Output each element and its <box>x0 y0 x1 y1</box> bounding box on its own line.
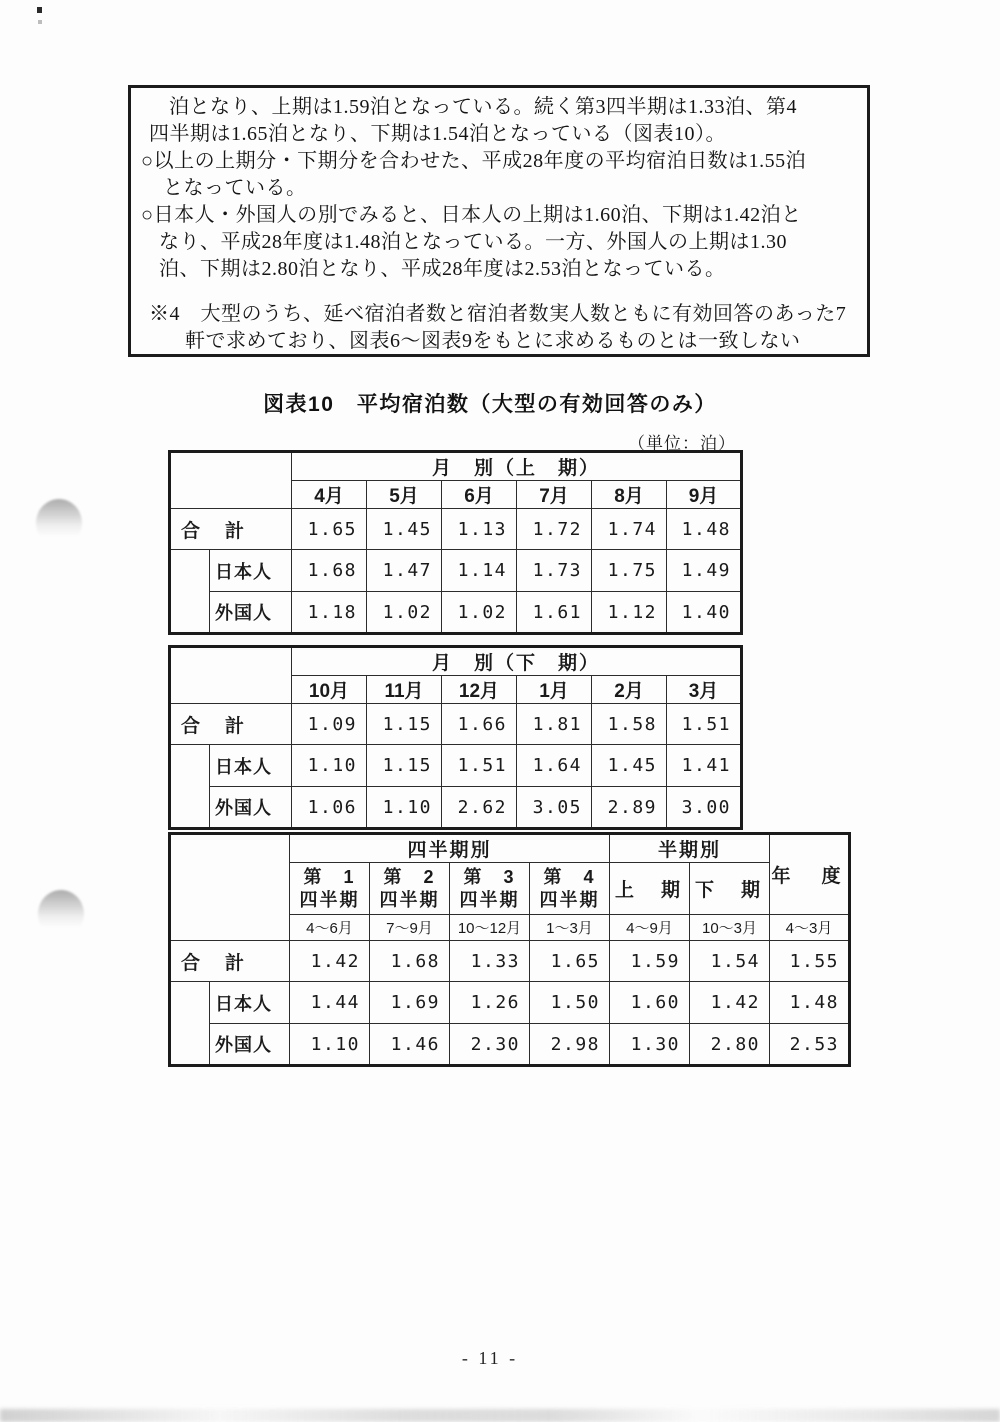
page-number: - 11 - <box>461 1348 519 1368</box>
group-header-cell: 月 別（下 期） <box>292 647 742 676</box>
value-cell: 2.62 <box>442 787 517 829</box>
value-cell: 1.54 <box>690 941 770 982</box>
month-range-cell: 4～9月 <box>610 915 690 941</box>
summary-text-box <box>128 85 870 357</box>
row-label-cell: 合 計 <box>170 704 292 745</box>
column-header-cell: 1月 <box>517 676 592 704</box>
value-cell: 1.58 <box>592 704 667 745</box>
value-cell: 1.47 <box>367 550 442 592</box>
row-label-cell: 外国人 <box>210 787 292 829</box>
figure-title: 図表10 平均宿泊数（大型の有効回答のみ） <box>263 393 717 416</box>
value-cell: 1.41 <box>667 745 742 787</box>
value-cell: 1.26 <box>450 982 530 1024</box>
value-cell: 1.68 <box>292 550 367 592</box>
month-range-cell: 1～3月 <box>530 915 610 941</box>
column-header-cell: 3月 <box>667 676 742 704</box>
paragraph-line: ○日本人・外国人の別でみると、日本人の上期は1.60泊、下期は1.42泊と <box>141 204 802 226</box>
quarter-header-line: 四半期 <box>299 889 360 910</box>
quarter-header-line: 第 2 <box>383 866 436 887</box>
value-cell: 1.65 <box>530 941 610 982</box>
column-header-cell: 12月 <box>442 676 517 704</box>
value-cell: 1.15 <box>367 704 442 745</box>
value-cell: 1.50 <box>530 982 610 1024</box>
value-cell: 1.48 <box>667 509 742 550</box>
column-header-cell: 8月 <box>592 481 667 509</box>
value-cell: 1.73 <box>517 550 592 592</box>
value-cell: 1.09 <box>292 704 367 745</box>
footnote-line: ※4 大型のうち、延べ宿泊者数と宿泊者数実人数ともに有効回答のあった7 <box>149 303 847 325</box>
table-row-total <box>170 704 742 745</box>
punch-hole <box>38 890 84 938</box>
scan-speck-artifact <box>38 20 42 24</box>
value-cell: 2.30 <box>450 1024 530 1066</box>
month-range-cell: 7～9月 <box>370 915 450 941</box>
table-summary <box>168 832 851 1067</box>
value-cell: 1.51 <box>667 704 742 745</box>
value-cell: 1.02 <box>367 592 442 634</box>
value-cell: 1.02 <box>442 592 517 634</box>
value-cell: 1.55 <box>770 941 850 982</box>
value-cell: 1.45 <box>367 509 442 550</box>
value-cell: 1.44 <box>290 982 370 1024</box>
value-cell: 1.13 <box>442 509 517 550</box>
value-cell: 3.05 <box>517 787 592 829</box>
paragraph-line: なり、平成28年度は1.48泊となっている。一方、外国人の上期は1.30 <box>159 231 787 253</box>
value-cell: 1.40 <box>667 592 742 634</box>
value-cell: 1.60 <box>610 982 690 1024</box>
table-row-total <box>170 509 742 550</box>
spacer-cell <box>170 982 210 1066</box>
group-header-cell: 半期別 <box>610 834 770 863</box>
value-cell: 1.61 <box>517 592 592 634</box>
punch-hole <box>36 499 82 547</box>
value-cell: 1.46 <box>370 1024 450 1066</box>
table-row-foreign <box>170 787 742 829</box>
table-monthly-first-half <box>168 450 743 635</box>
spacer-cell <box>170 550 210 634</box>
value-cell: 1.42 <box>290 941 370 982</box>
column-header-cell: 5月 <box>367 481 442 509</box>
quarter-header-line: 第 4 <box>543 866 596 887</box>
row-label-cell: 日本人 <box>210 745 292 787</box>
table-row-japanese <box>170 982 850 1024</box>
quarter-header-cell <box>530 863 610 915</box>
quarter-header-cell <box>370 863 450 915</box>
month-range-cell: 10～3月 <box>690 915 770 941</box>
month-range-cell: 4～6月 <box>290 915 370 941</box>
corner-cell <box>170 834 290 941</box>
half-header-cell: 上 期 <box>610 863 690 915</box>
quarter-header-cell <box>290 863 370 915</box>
value-cell: 1.48 <box>770 982 850 1024</box>
quarter-header-line: 第 3 <box>463 866 516 887</box>
month-range-cell: 10～12月 <box>450 915 530 941</box>
column-header-cell: 4月 <box>292 481 367 509</box>
column-header-cell: 9月 <box>667 481 742 509</box>
row-label-cell: 合 計 <box>170 941 290 982</box>
footnote-block <box>139 301 859 355</box>
value-cell: 1.66 <box>442 704 517 745</box>
value-cell: 1.30 <box>610 1024 690 1066</box>
value-cell: 1.59 <box>610 941 690 982</box>
value-cell: 1.64 <box>517 745 592 787</box>
table-row <box>170 834 850 863</box>
value-cell: 1.12 <box>592 592 667 634</box>
value-cell: 1.65 <box>292 509 367 550</box>
value-cell: 1.74 <box>592 509 667 550</box>
value-cell: 1.69 <box>370 982 450 1024</box>
scan-speck-artifact <box>37 7 42 13</box>
column-header-cell: 10月 <box>292 676 367 704</box>
month-range-cell: 4～3月 <box>770 915 850 941</box>
paragraph-line: 泊となり、上期は1.59泊となっている。続く第3四半期は1.33泊、第4 <box>169 96 797 118</box>
group-header-cell: 月 別（上 期） <box>292 452 742 481</box>
value-cell: 1.10 <box>292 745 367 787</box>
value-cell: 2.80 <box>690 1024 770 1066</box>
corner-cell <box>170 647 292 704</box>
table-monthly-second-half <box>168 645 743 830</box>
year-header-cell: 年 度 <box>770 834 850 915</box>
value-cell: 1.10 <box>290 1024 370 1066</box>
value-cell: 2.98 <box>530 1024 610 1066</box>
value-cell: 1.68 <box>370 941 450 982</box>
unit-label: （単位：泊） <box>628 434 736 453</box>
footnote-line: 軒で求めており、図表6～図表9をもとに求めるものとは一致しない <box>185 330 801 352</box>
value-cell: 3.00 <box>667 787 742 829</box>
value-cell: 1.72 <box>517 509 592 550</box>
group-header-cell: 四半期別 <box>290 834 610 863</box>
quarter-header-line: 第 1 <box>303 866 356 887</box>
table-row-foreign <box>170 1024 850 1066</box>
value-cell: 1.33 <box>450 941 530 982</box>
value-cell: 1.49 <box>667 550 742 592</box>
table-row-japanese <box>170 745 742 787</box>
scan-edge-smudge <box>0 1409 1000 1422</box>
paragraph-line: 四半期は1.65泊となり、下期は1.54泊となっている（図表10）。 <box>149 123 726 145</box>
value-cell: 1.14 <box>442 550 517 592</box>
value-cell: 1.15 <box>367 745 442 787</box>
row-label-cell: 外国人 <box>210 592 292 634</box>
half-header-cell: 下 期 <box>690 863 770 915</box>
table-row <box>170 647 742 676</box>
table-row-japanese <box>170 550 742 592</box>
value-cell: 1.06 <box>292 787 367 829</box>
row-label-cell: 日本人 <box>210 550 292 592</box>
spacer-cell <box>170 745 210 829</box>
table-row <box>170 452 742 481</box>
table-row-foreign <box>170 592 742 634</box>
value-cell: 1.42 <box>690 982 770 1024</box>
paragraph-line: となっている。 <box>163 177 307 199</box>
value-cell: 1.18 <box>292 592 367 634</box>
quarter-header-line: 四半期 <box>379 889 440 910</box>
column-header-cell: 2月 <box>592 676 667 704</box>
quarter-header-cell <box>450 863 530 915</box>
value-cell: 1.75 <box>592 550 667 592</box>
column-header-cell: 7月 <box>517 481 592 509</box>
value-cell: 1.10 <box>367 787 442 829</box>
quarter-header-line: 四半期 <box>539 889 600 910</box>
paragraph-line: 泊、下期は2.80泊となり、平成28年度は2.53泊となっている。 <box>159 258 726 280</box>
row-label-cell: 外国人 <box>210 1024 290 1066</box>
paragraph-line: ○以上の上期分・下期分を合わせた、平成28年度の平均宿泊日数は1.55泊 <box>141 150 807 172</box>
row-label-cell: 合 計 <box>170 509 292 550</box>
corner-cell <box>170 452 292 509</box>
quarter-header-line: 四半期 <box>459 889 520 910</box>
value-cell: 1.81 <box>517 704 592 745</box>
row-label-cell: 日本人 <box>210 982 290 1024</box>
value-cell: 2.53 <box>770 1024 850 1066</box>
column-header-cell: 11月 <box>367 676 442 704</box>
value-cell: 1.45 <box>592 745 667 787</box>
value-cell: 2.89 <box>592 787 667 829</box>
table-row-total <box>170 941 850 982</box>
value-cell: 1.51 <box>442 745 517 787</box>
column-header-cell: 6月 <box>442 481 517 509</box>
